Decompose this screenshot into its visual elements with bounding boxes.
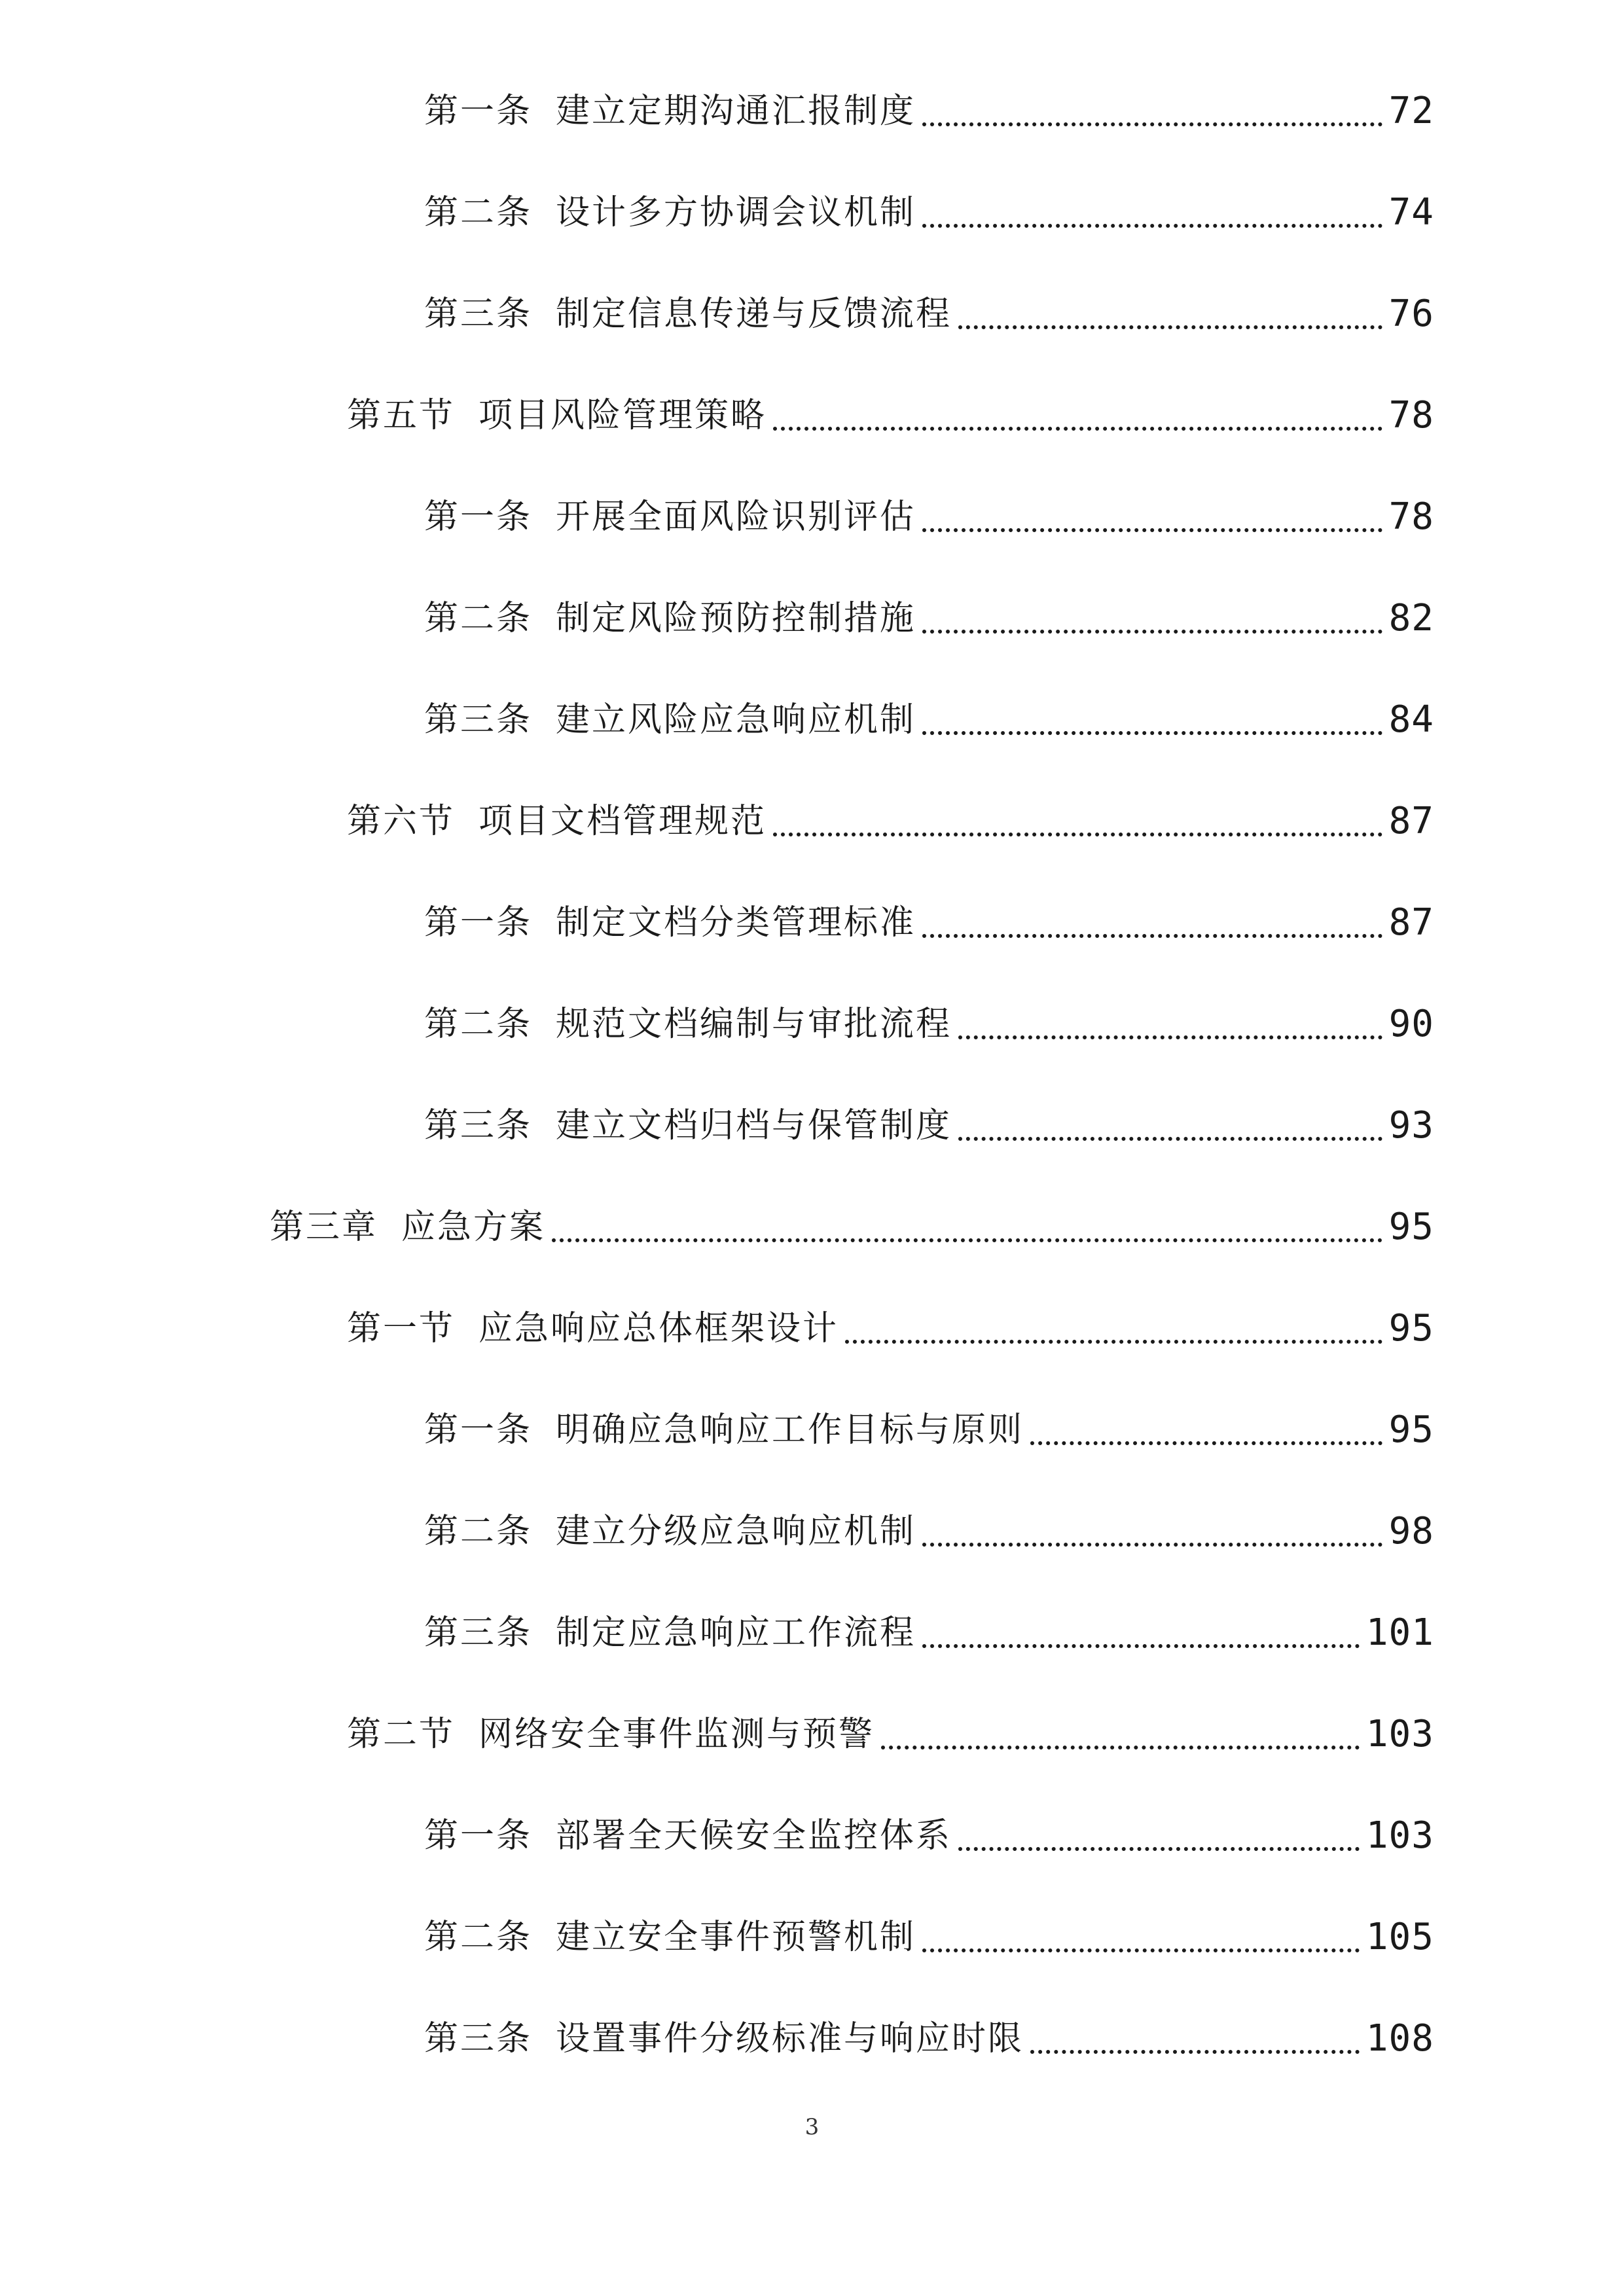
toc-entry-label	[347, 1299, 839, 1358]
toc-entry-number: 第二条	[424, 599, 533, 638]
toc-entry-page: 108	[1365, 2017, 1434, 2060]
toc-entry-label	[424, 285, 952, 344]
toc-entry[interactable]	[424, 285, 1434, 344]
toc-entry-number: 第一条	[424, 1816, 533, 1856]
toc-entry-number: 第三条	[424, 295, 533, 334]
toc-leader-dots	[922, 731, 1382, 735]
toc-entry-label	[424, 1502, 916, 1561]
toc-entry[interactable]	[424, 183, 1434, 242]
toc-entry-title: 建立风险应急响应机制	[556, 700, 916, 740]
toc-entry-number: 第二节	[347, 1715, 456, 1754]
toc-entry-title: 制定文档分类管理标准	[556, 903, 916, 942]
toc-entry-title: 网络安全事件监测与预警	[478, 1715, 875, 1754]
toc-entry-label	[424, 183, 916, 242]
toc-entry-number: 第二条	[424, 1918, 533, 1957]
toc-entry-page: 76	[1388, 293, 1434, 335]
toc-entry-label	[424, 1096, 952, 1155]
toc-leader-dots	[958, 1847, 1360, 1851]
toc-entry[interactable]	[347, 1299, 1434, 1358]
toc-entry-title: 项目风险管理策略	[478, 396, 767, 435]
toc-entry-label	[270, 1198, 545, 1257]
toc-entry-label	[424, 995, 952, 1054]
toc-entry-page: 82	[1388, 597, 1434, 639]
toc-leader-dots	[922, 224, 1382, 228]
toc-entry[interactable]	[424, 893, 1434, 952]
toc-entry-number: 第二条	[424, 1512, 533, 1551]
toc-entry-title: 规范文档编制与审批流程	[556, 1005, 952, 1044]
toc-entry-number: 第六节	[347, 802, 456, 841]
toc-leader-dots	[922, 1543, 1382, 1547]
toc-entry-page: 84	[1388, 698, 1434, 741]
toc-entry-page: 95	[1388, 1206, 1434, 1248]
toc-entry-page: 95	[1388, 1307, 1434, 1350]
toc-entry[interactable]	[424, 488, 1434, 547]
toc-entry-title: 设置事件分级标准与响应时限	[556, 2019, 1024, 2058]
toc-entry-page: 78	[1388, 495, 1434, 538]
toc-entry-number: 第三条	[424, 2019, 533, 2058]
toc-leader-dots	[922, 122, 1382, 126]
toc-entry-page: 103	[1365, 1814, 1434, 1857]
toc-entry-number: 第三条	[424, 700, 533, 740]
toc-entry-title: 建立安全事件预警机制	[556, 1918, 916, 1957]
toc-entry-page: 87	[1388, 901, 1434, 944]
toc-leader-dots	[922, 1644, 1360, 1648]
toc-entry-number: 第二条	[424, 193, 533, 232]
toc-entry-page: 101	[1365, 1611, 1434, 1654]
toc-entry-page: 103	[1365, 1713, 1434, 1755]
toc-entry[interactable]	[347, 386, 1434, 445]
toc-entry[interactable]	[347, 1705, 1434, 1764]
toc-leader-dots	[958, 1035, 1382, 1039]
toc-entry-page: 95	[1388, 1408, 1434, 1451]
toc-entry-number: 第三章	[270, 1208, 378, 1247]
toc-entry[interactable]	[424, 691, 1434, 749]
toc-entry-title: 建立定期沟通汇报制度	[556, 92, 916, 131]
toc-entry[interactable]	[424, 2009, 1434, 2068]
toc-leader-dots	[922, 630, 1382, 634]
toc-entry[interactable]	[424, 995, 1434, 1054]
toc-leader-dots	[1030, 1441, 1382, 1445]
toc-entry-number: 第一条	[424, 92, 533, 131]
toc-entry-title: 建立分级应急响应机制	[556, 1512, 916, 1551]
toc-entry-title: 开展全面风险识别评估	[556, 497, 916, 537]
toc-entry-label	[347, 386, 767, 445]
toc-entry-title: 明确应急响应工作目标与原则	[556, 1410, 1024, 1450]
toc-entry-page: 90	[1388, 1003, 1434, 1045]
toc-leader-dots	[922, 1948, 1360, 1952]
toc-entry-label	[347, 1705, 875, 1764]
toc-entry[interactable]	[424, 589, 1434, 648]
toc-leader-dots	[845, 1340, 1382, 1344]
toc-leader-dots	[552, 1238, 1382, 1242]
toc-entry-title: 部署全天候安全监控体系	[556, 1816, 952, 1856]
toc-entry-title: 应急响应总体框架设计	[478, 1309, 839, 1348]
toc-entry-page: 78	[1388, 394, 1434, 437]
toc-entry-title: 应急方案	[401, 1208, 546, 1247]
page-number: 3	[804, 2114, 820, 2140]
toc-leader-dots	[922, 528, 1382, 532]
toc-entry-number: 第一节	[347, 1309, 456, 1348]
toc-leader-dots	[773, 833, 1382, 836]
toc-entry-number: 第三条	[424, 1106, 533, 1145]
toc-entry-label	[347, 792, 767, 851]
toc-entry-title: 建立文档归档与保管制度	[556, 1106, 952, 1145]
toc-entry-label	[424, 1908, 916, 1967]
toc-entry-label	[424, 893, 916, 952]
toc-entry-page: 98	[1388, 1510, 1434, 1552]
toc-leader-dots	[958, 1137, 1382, 1141]
toc-entry-page: 72	[1388, 90, 1434, 132]
toc-entry-label	[424, 82, 916, 141]
toc-entry-label	[424, 1604, 916, 1662]
toc-entry-number: 第一条	[424, 1410, 533, 1450]
toc-entry-title: 制定信息传递与反馈流程	[556, 295, 952, 334]
toc-entry[interactable]	[424, 82, 1434, 141]
toc-entry[interactable]	[424, 1908, 1434, 1967]
toc-entry-number: 第三条	[424, 1613, 533, 1653]
toc-entry-number: 第五节	[347, 396, 456, 435]
toc-entry-page: 74	[1388, 191, 1434, 234]
toc-entry-page: 87	[1388, 800, 1434, 842]
toc-entry[interactable]	[424, 1604, 1434, 1662]
toc-entry[interactable]	[424, 1806, 1434, 1865]
toc-entry-label	[424, 2009, 1024, 2068]
toc-leader-dots	[773, 427, 1382, 431]
toc-leader-dots	[958, 325, 1382, 329]
toc-entry[interactable]	[424, 1401, 1434, 1460]
toc-entry-page: 105	[1365, 1916, 1434, 1958]
toc-entry[interactable]	[347, 792, 1434, 851]
toc-entry-label	[424, 691, 916, 749]
toc-entry[interactable]	[424, 1096, 1434, 1155]
toc-leader-dots	[922, 934, 1382, 938]
toc-entry-number: 第一条	[424, 497, 533, 537]
toc-entry-label	[424, 589, 916, 648]
toc-entry-title: 制定应急响应工作流程	[556, 1613, 916, 1653]
toc-entry-page: 93	[1388, 1104, 1434, 1147]
toc-leader-dots	[1030, 2050, 1360, 2054]
toc-entry[interactable]	[424, 1502, 1434, 1561]
toc-entry-label	[424, 1806, 952, 1865]
toc-leader-dots	[881, 1746, 1360, 1749]
toc-entry-label	[424, 1401, 1024, 1460]
toc-entry[interactable]	[270, 1198, 1434, 1257]
toc-entry-title: 设计多方协调会议机制	[556, 193, 916, 232]
toc-entry-title: 制定风险预防控制措施	[556, 599, 916, 638]
toc-entry-number: 第二条	[424, 1005, 533, 1044]
toc-entry-title: 项目文档管理规范	[478, 802, 767, 841]
toc-entry-label	[424, 488, 916, 547]
toc-entry-number: 第一条	[424, 903, 533, 942]
